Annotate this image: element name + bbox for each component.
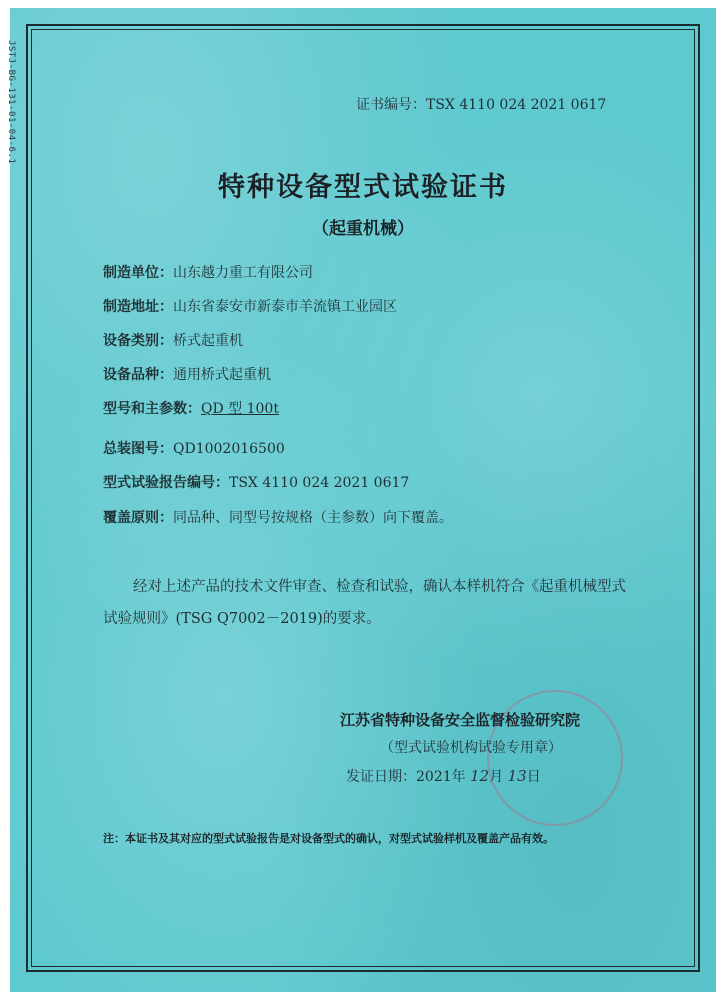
certificate-title: 特种设备型式试验证书 [218, 172, 508, 203]
field-value: TSX 4110 024 2021 0617 [229, 475, 410, 491]
field-model-params [103, 398, 279, 418]
seal-description: （型式试验机构试验专用章） [380, 740, 562, 756]
field-coverage-principle [103, 507, 453, 527]
field-value: 山东越力重工有限公司 [173, 265, 313, 281]
issue-date-label: 发证日期： [346, 769, 416, 785]
field-value: 通用桥式起重机 [173, 367, 271, 383]
field-label: 覆盖原则： [103, 510, 173, 526]
issue-date-day: 13 [507, 767, 527, 785]
field-equipment-variety [103, 364, 271, 384]
certificate-number-label: 证书编号： [356, 97, 426, 113]
field-value: QD1002016500 [173, 441, 285, 457]
field-label: 型式试验报告编号： [103, 475, 229, 491]
certificate-number-value: TSX 4110 024 2021 0617 [426, 97, 607, 113]
issue-date-month: 12 [470, 767, 490, 785]
certificate-subtitle: （起重机械） [312, 219, 414, 239]
field-label: 设备类别： [103, 333, 173, 349]
field-label: 型号和主参数： [103, 401, 201, 417]
field-value: 同品种、同型号按规格（主参数）向下覆盖。 [173, 510, 453, 526]
certificate-number [356, 94, 606, 114]
footnote: 注：本证书及其对应的型式试验报告是对设备型式的确认，对型式试验样机及覆盖产品有效。 [103, 832, 554, 845]
field-report-number [103, 472, 409, 492]
issue-date-month-suffix: 月 [489, 769, 504, 785]
field-value: QD 型 100t [201, 401, 279, 417]
issue-date-day-suffix: 日 [526, 769, 541, 785]
field-label: 制造单位： [103, 265, 173, 281]
field-value: 山东省泰安市新泰市羊流镇工业园区 [173, 299, 397, 315]
field-assembly-drawing-no [103, 438, 285, 458]
field-label: 制造地址： [103, 299, 173, 315]
field-label: 总装图号： [103, 441, 173, 457]
issue-date-year: 2021年 [416, 769, 466, 785]
conformity-statement: 经对上述产品的技术文件审查、检查和试验，确认本样机符合《起重机械型式试验规则》(TSG Q7002－2019)的要求。 [103, 579, 626, 627]
side-document-code: JSTJ-BG-131-01-04-6.1 [6, 40, 16, 165]
field-manufacturer [103, 262, 313, 282]
field-equipment-category [103, 330, 243, 350]
field-value: 桥式起重机 [173, 333, 243, 349]
issuing-organization: 江苏省特种设备安全监督检验研究院 [340, 711, 581, 729]
field-label: 设备品种： [103, 367, 173, 383]
field-address [103, 296, 397, 316]
issue-date [346, 766, 541, 786]
